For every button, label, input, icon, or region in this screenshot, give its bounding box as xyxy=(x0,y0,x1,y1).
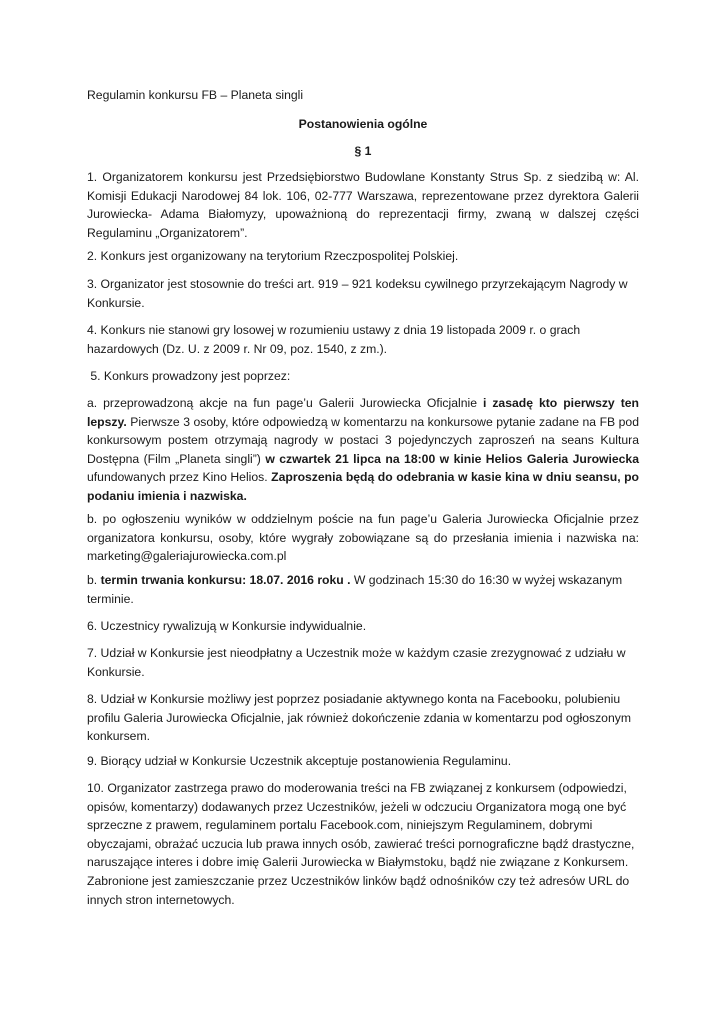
paragraph-1: 1. Organizatorem konkursu jest Przedsiębiorstwo Budowlane Konstanty Strus Sp. z siedzibą w: Al. Komisji Edukacji Narodowej 84 lok. 106, 02-777 Warszawa, reprezentowane przez dyrektora Galerii Jurowiecka- Adama Białomyzy, upoważnioną do reprezentacji firmy, zwaną w dalszej części Regulaminu „Organizatorem”. xyxy=(87,170,639,240)
section-heading: Postanowienia ogólne xyxy=(298,117,428,131)
paragraph-5a xyxy=(87,394,639,506)
paragraph-5b-text: b. po ogłoszeniu wyników w oddzielnym poście na fun page’u Galeria Jurowiecka Oficjalnie przez organizatora konkursu, osoby, które wygrały zobowiązane są do przesłania imienia i nazwiska na: xyxy=(87,512,639,545)
contact-email: marketing@galeriajurowiecka.com.pl xyxy=(87,549,287,564)
paragraph-7: 7. Udział w Konkursie jest nieodpłatny a Uczestnik może w każdym czasie zrezygnować z udziału w Konkursie. xyxy=(87,646,626,679)
paragraph-5a-bold-rule: i zasadę kto pierwszy ten lepszy. xyxy=(87,396,639,429)
paragraph-2: 2. Konkurs jest organizowany na terytorium Rzeczpospolitej Polskiej. xyxy=(87,249,459,263)
term-bold: termin trwania konkursu: 18.07. 2016 roku . xyxy=(100,573,351,587)
term-prefix: b. xyxy=(87,573,101,587)
paragraph-6: 6. Uczestnicy rywalizują w Konkursie indywidualnie. xyxy=(87,619,367,633)
paragraph-5: 5. Konkurs prowadzony jest poprzez: xyxy=(87,369,291,383)
paragraph-5a-bold-pickup: Zaproszenia będą do odebrania w kasie kina w dniu seansu, po podaniu imienia i nazwiska. xyxy=(87,470,639,503)
term-hours: W godzinach 15:30 do 16:30 w wyżej wskazanym terminie. xyxy=(87,573,623,606)
paragraph-5b-term xyxy=(87,571,639,608)
paragraph-3: 3. Organizator jest stosownie do treści art. 919 – 921 kodeksu cywilnego przyrzekającym Nagrody w Konkursie. xyxy=(87,277,628,310)
paragraph-5a-bold-date: w czwartek 21 lipca na 18:00 w kinie Helios Galeria Jurowiecka xyxy=(265,451,639,466)
paragraph-5a-text-2: Pierwsze 3 osoby, które odpowiedzą w komentarzu na konkursowe pytanie zadane na FB pod konkursowym postem otrzymają nagrody w postaci 3 pojedynczych zaproszeń na seans Kultura Dostępna (Film „Planeta singli”) xyxy=(87,414,639,466)
section-number: § 1 xyxy=(354,144,372,158)
paragraph-10: 10. Organizator zastrzega prawo do moderowania treści na FB związanej z konkursem (odpowiedzi, opisów, komentarzy) dodawanych przez Uczestników, jeżeli w odczuciu Organizatora mogą one być sprzeczne z prawem, regulaminem portalu Facebook.com, niniejszym Regulaminem, dobrymi obyczajami, obrażać uczucia lub prawa innych osób, zawierać treści pornograficzne bądź drastyczne, naruszające interes i dobre imię Galerii Jurowiecka w Białymstoku, bądź nie związane z Konkursem. Zabronione jest zamieszczanie przez Uczestników linków bądź odnośników czy też adresów URL do innych stron internetowych. xyxy=(87,781,635,907)
document-title: Regulamin konkursu FB – Planeta singli xyxy=(87,88,304,102)
paragraph-5a-text-3: ufundowanych przez Kino Helios. xyxy=(87,470,272,485)
paragraph-5a-text: a. przeprowadzoną akcje na fun page’u Galerii Jurowiecka Oficjalnie xyxy=(87,396,483,410)
paragraph-4: 4. Konkurs nie stanowi gry losowej w rozumieniu ustawy z dnia 19 listopada 2009 r. o grach hazardowych (Dz. U. z 2009 r. Nr 09, poz. 1540, z zm.). xyxy=(87,323,581,356)
paragraph-8: 8. Udział w Konkursie możliwy jest poprzez posiadanie aktywnego konta na Facebooku, polubieniu profilu Galeria Jurowiecka Oficjalnie, jak również dokończenie zdania w komentarzu pod ogłoszonym konkursem. xyxy=(87,692,631,744)
paragraph-5b xyxy=(87,510,639,566)
paragraph-9: 9. Biorący udział w Konkursie Uczestnik akceptuje postanowienia Regulaminu. xyxy=(87,754,512,768)
